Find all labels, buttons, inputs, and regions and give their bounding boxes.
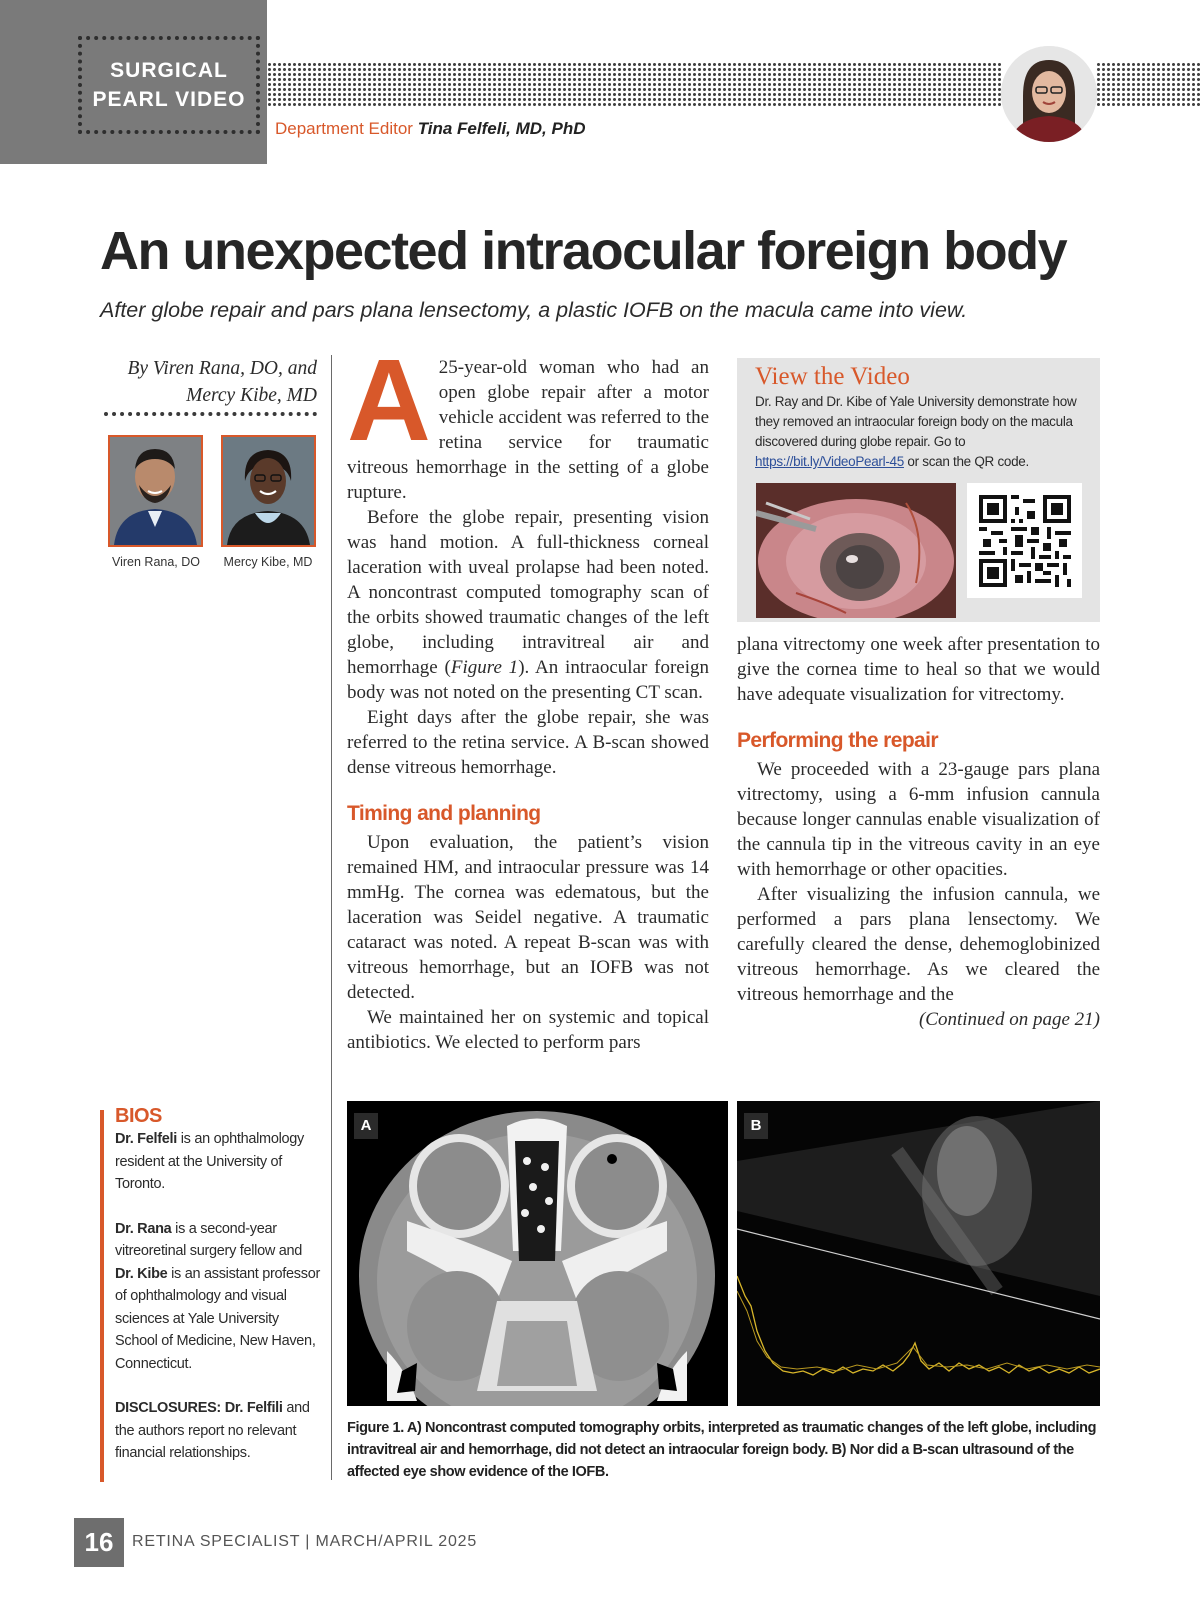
figure-reference: Figure 1 bbox=[450, 657, 519, 678]
bios-heading: BIOS bbox=[115, 1105, 162, 1127]
bios-box bbox=[100, 1105, 320, 1482]
figure-ct-scan bbox=[347, 1101, 728, 1406]
article-column-right bbox=[737, 632, 1100, 1032]
bio-felfeli-text: is an ophthalmology resident at the University of Toronto. bbox=[115, 1131, 304, 1192]
body-paragraph bbox=[347, 335, 709, 505]
disclosures-text: and the authors report no relevant financial relationships. bbox=[115, 1400, 310, 1461]
bio-rana-kibe bbox=[115, 1218, 320, 1376]
figure-label-a: A bbox=[354, 1113, 378, 1139]
section-banner bbox=[0, 0, 267, 164]
article-column-middle bbox=[347, 335, 710, 1055]
bio-kibe-name: Dr. Kibe bbox=[115, 1265, 168, 1282]
editor-label: Department Editor bbox=[275, 119, 413, 138]
figure-label-b: B bbox=[744, 1113, 768, 1139]
body-paragraph: plana vitrectomy one week after presentation to give the cornea time to heal so that we would have adequate visualization for vitrectomy. bbox=[737, 634, 1100, 705]
column-divider bbox=[331, 355, 332, 1480]
bio-felfeli-name: Dr. Felfeli bbox=[115, 1131, 177, 1147]
bio-rana-name: Dr. Rana bbox=[115, 1220, 172, 1237]
section-label-line1: SURGICAL bbox=[110, 59, 228, 82]
drop-cap: A bbox=[347, 335, 431, 465]
video-link[interactable]: https://bit.ly/VideoPearl-45 bbox=[755, 454, 904, 469]
figure-caption: Figure 1. A) Noncontrast computed tomography orbits, interpreted as traumatic changes of the left globe, including intravitreal air and hemorrhage, did not detect an intraocular foreign body. B) Nor did a B-scan ultrasound of the affected eye show evidence of the IOFB. bbox=[347, 1420, 1097, 1480]
video-heading: View the Video bbox=[755, 363, 910, 390]
body-paragraph bbox=[347, 505, 709, 705]
article-title: An unexpected intraocular foreign body bbox=[100, 221, 1067, 281]
body-paragraph: We maintained her on systemic and topical antibiotics. We elected to perform pars bbox=[347, 1007, 709, 1053]
body-paragraph: We proceeded with a 23-gauge pars plana vitrectomy, using a 6-mm infusion cannula because longer cannulas enable visualization of the cannula tip in the vitreous cavity in an eye with hemorrhage or other opacities. bbox=[737, 759, 1100, 880]
page-number: 16 bbox=[74, 1518, 124, 1567]
paragraph-text: Before the globe repair, presenting vision was hand motion. A full-thickness corneal laceration with uveal prolapse had been noted. A noncontrast computed tomography scan of the orbits showed traumatic changes of the left globe, including intravitreal air and hemorrhage ( bbox=[347, 507, 709, 678]
paragraph-text: ). An intraocular foreign body was not noted on the presenting CT scan. bbox=[347, 657, 710, 703]
disclosures bbox=[115, 1397, 320, 1465]
section-label-line2: PEARL VIDEO bbox=[92, 88, 246, 111]
bio-kibe-text: is an assistant professor of ophthalmology and visual sciences at Yale University School of Medicine, New Haven, Connecticut. bbox=[115, 1265, 320, 1372]
paragraph-text: 25-year-old woman who had an open globe repair after a motor vehicle accident was referred to the retina service for traumatic vitreous hemorrhage in the setting of a globe rupture. bbox=[347, 357, 709, 503]
byline-line2: Mercy Kibe, MD bbox=[186, 385, 317, 406]
video-thumbnail[interactable] bbox=[756, 483, 956, 618]
body-paragraph: Upon evaluation, the patient’s vision remained HM, and intraocular pressure was 14 mmHg. The cornea was edematous, but the laceration was Seidel negative. A traumatic cataract was noted. A repeat B-scan was with vitreous hemorrhage, but an IOFB was not detected. bbox=[347, 832, 709, 1003]
disclosures-label: DISCLOSURES: Dr. Felfili bbox=[115, 1400, 283, 1416]
subheading-timing: Timing and planning bbox=[347, 802, 541, 825]
dotted-band-left bbox=[267, 62, 1001, 108]
subheading-repair: Performing the repair bbox=[737, 729, 938, 752]
body-paragraph: After visualizing the infusion cannula, we performed a pars plana lensectomy. We carefully cleared the dense, dehemoglobinized vitreous hemorrhage. As we cleared the vitreous hemorrhage and the bbox=[737, 884, 1100, 1005]
byline-line1: By Viren Rana, DO, and bbox=[127, 358, 317, 379]
figure-bscan bbox=[737, 1101, 1100, 1406]
video-text: or scan the QR code. bbox=[903, 454, 1029, 469]
author-caption-kibe: Mercy Kibe, MD bbox=[223, 555, 313, 569]
department-editor-line bbox=[275, 119, 586, 139]
dotted-band-right bbox=[1096, 62, 1200, 108]
byline-divider bbox=[104, 412, 317, 416]
qr-code[interactable] bbox=[967, 483, 1082, 598]
video-text: Dr. Ray and Dr. Kibe of Yale University demonstrate how they removed an intraocular foreign body on the macula discovered during globe repair. Go to bbox=[755, 394, 1077, 449]
continued-note: (Continued on page 21) bbox=[918, 1009, 1100, 1030]
article-subtitle: After globe repair and pars plana lensectomy, a plastic IOFB on the macula came into view. bbox=[100, 298, 968, 322]
author-caption-rana: Viren Rana, DO bbox=[111, 555, 200, 569]
editor-name: Tina Felfeli, MD, PhD bbox=[417, 119, 586, 138]
section-label bbox=[78, 36, 260, 134]
bio-rana-text: is a second-year vitreoretinal surgery fellow and bbox=[115, 1220, 303, 1259]
body-paragraph: Eight days after the globe repair, she was referred to the retina service. A B-scan showed dense vitreous hemorrhage. bbox=[347, 707, 709, 778]
byline bbox=[100, 355, 317, 409]
bio-felfeli bbox=[115, 1128, 320, 1196]
author-photo-kibe bbox=[221, 435, 316, 547]
video-box bbox=[737, 358, 1100, 622]
publication-footer: RETINA SPECIALIST | MARCH/APRIL 2025 bbox=[132, 1533, 478, 1550]
editor-portrait bbox=[1001, 46, 1097, 142]
video-description bbox=[755, 392, 1082, 472]
author-photo-rana bbox=[108, 435, 203, 547]
